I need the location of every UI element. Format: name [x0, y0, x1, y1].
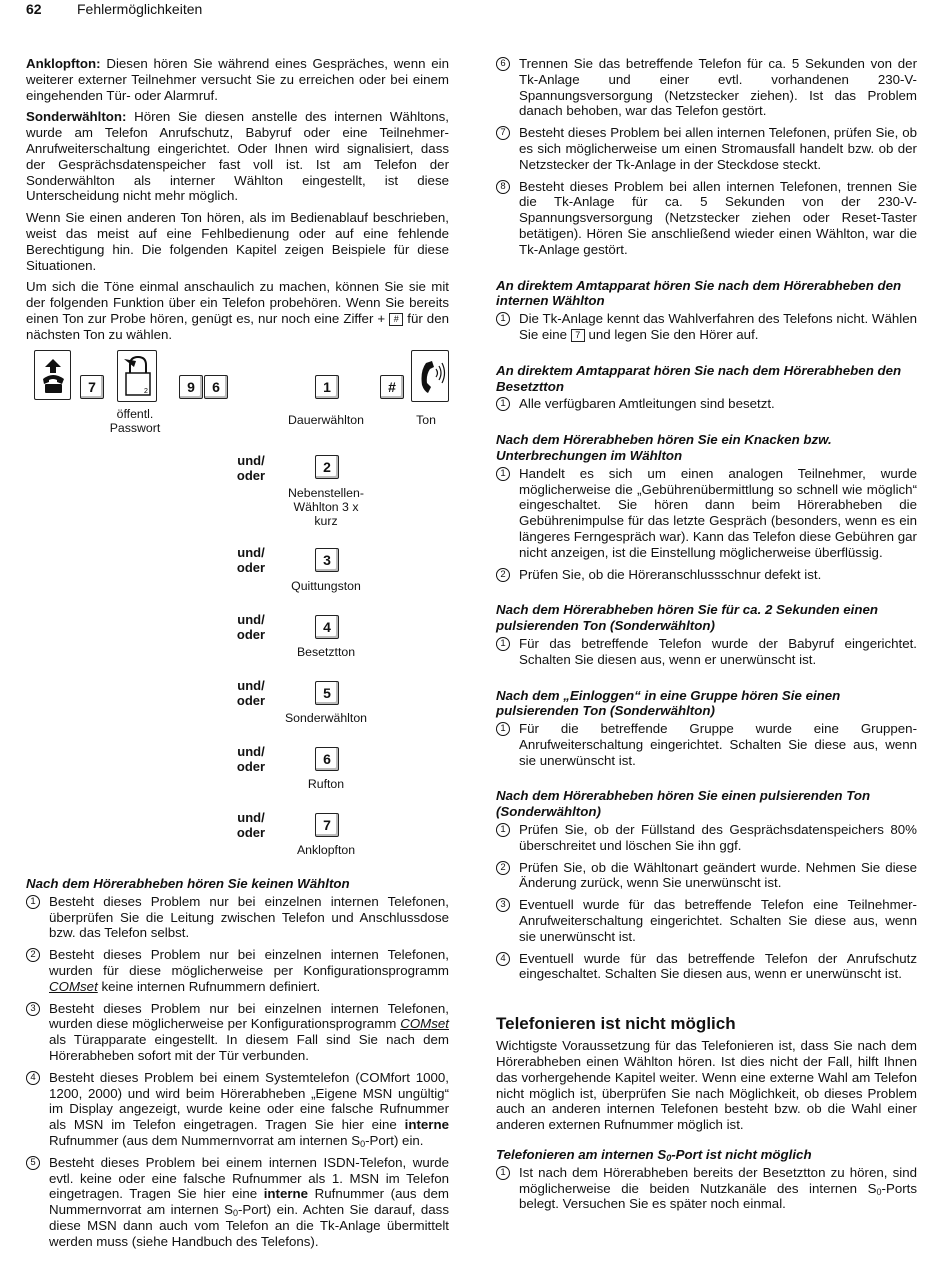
list-item: 6 Trennen Sie das betreffende Telefon für ca. 5 Sekunden von der Tk-Anlage und einer evtl. vorhandenen 230-V-Spannungsversorgung (Netzstecker ziehen). Ist das Problem danach behoben, war das Telefon gestört. [496, 56, 917, 119]
term-anklopfton: Anklopfton: [26, 56, 101, 71]
list-item: 1 Für das betreffende Telefon wurde der Babyruf eingerichtet. Schalten Sie diesen aus, wenn er unerwünscht ist. [496, 636, 917, 668]
label-dauerwaehlton: Dauerwählton [288, 413, 364, 427]
section-title-s0-port: Telefonieren am internen $S_0$-Port ist nicht möglich [496, 1147, 812, 1164]
label-ton: Ton [416, 413, 436, 427]
circled-number: 1 [496, 312, 510, 326]
key-hash: # [380, 375, 404, 399]
key-2: 2 [315, 455, 339, 479]
key-4: 4 [315, 615, 339, 639]
right-column [496, 56, 917, 1218]
left-column [26, 56, 449, 349]
list-item: 2 Besteht dieses Problem nur bei einzelnen internen Telefonen, wurden für diese möglicherweise per Konfigurationsprogramm COMset keine internen Rufnummern definiert. [26, 947, 449, 994]
list-item: 1 Für die betreffende Gruppe wurde eine Gruppen-Anrufweiterschaltung eingerichtet. Schalten Sie diese aus, wenn sie unerwünscht ist. [496, 721, 917, 768]
list-item: 3 Besteht dieses Problem nur bei einzelnen internen Telefonen, wurden diese möglicherweise per Konfigurationsprogramm COMset als Türapparate eingestellt. In diesem Fall sind Sie nach dem Hörerabheben sofort mit der Tür verbunden. [26, 1001, 449, 1064]
circled-number: 2 [26, 948, 40, 962]
comset-term: COMset [400, 1016, 449, 1032]
list-item: 8 Besteht dieses Problem bei allen internen Telefonen, trennen Sie die Tk-Anlage für ca. 5 Sekunden von der 230-V-Spannungsversorgung (Netzstecker ziehen oder Reset-Taster betätigen). Hören Sie anschließend wieder einen Wählton, war die Tk-Anlage gestört. [496, 179, 917, 258]
circled-number: 4 [496, 952, 510, 966]
left-column-lower [26, 876, 449, 1256]
heading-telefonieren: Telefonieren ist nicht möglich [496, 1014, 736, 1034]
page-header [26, 2, 926, 24]
key-6: 6 [315, 747, 339, 771]
label-anklopfton: Anklopfton [296, 843, 356, 857]
list-item: 3 Eventuell wurde für das betreffende Telefon eine Teilnehmer-Anrufweiterschaltung eingerichtet. Schalten Sie diese aus, wenn sie unerwünscht ist. [496, 897, 917, 944]
circled-number: 1 [496, 467, 510, 481]
list-item: 4 Besteht dieses Problem bei einem Systemtelefon (COMfort 1000, 1200, 2000) und wird beim Hörerabheben „Eigene MSN ungültig“ im Display angezeigt, wurde keine oder eine falsche Rufnummer als MSN im Telefon eingetragen. Tragen Sie hier eine interne Rufnummer (aus dem Nummernvorrat am internen $S_0-Port$) ein. [26, 1070, 449, 1149]
list-item: 2 Prüfen Sie, ob die Höreranschlussschnur defekt ist. [496, 567, 917, 583]
circled-number: 3 [26, 1002, 40, 1016]
circled-number: 2 [496, 568, 510, 582]
phone-icon [34, 350, 71, 400]
key-7-anklopf: 7 [315, 813, 339, 837]
ringing-phone-icon [411, 350, 449, 402]
key-7-icon: 7 [571, 329, 585, 342]
section-title-knacken: Nach dem Hörerabheben hören Sie ein Knacken bzw. Unterbrechungen im Wählton [496, 432, 832, 463]
section-title-interner-waehlton: An direktem Amtapparat hören Sie nach dem Hörerabheben den internen Wählton [496, 277, 902, 309]
key-1: 1 [315, 375, 339, 399]
key-7: 7 [80, 375, 104, 399]
section-title-einloggen: Nach dem „Einloggen“ in eine Gruppe hören Sie einen pulsierenden Ton (Sonderwählton) [496, 687, 841, 719]
paragraph-sonderwaehlton: Sonderwählton: Hören Sie diesen anstelle des internen Wähltons, wurde am Telefon Anrufschutz, Babyruf oder eine Teilnehmer-Anrufweiterschaltung eingerichtet. Oder Ihnen wird signalisiert, dass der Gesprächsdatenspeicher fast voll ist. Ist am Telefon der Sonderwählton als interner Wählton eingestellt, ist diese Unterscheidung nicht mehr möglich. [26, 109, 449, 204]
key-9: 9 [179, 375, 203, 399]
und-oder-label: und/ oder [236, 612, 266, 642]
paragraph-other-tone: Wenn Sie einen anderen Ton hören, als im Bedienablauf beschrieben, weist das meist auf eine Fehlbedienung oder auf eine fehlende Berechtigung hin. Die folgenden Kapitel zeigen Beispiele für diese Situationen. [26, 210, 449, 273]
paragraph-telefonieren: Wichtigste Voraussetzung für das Telefonieren ist, dass Sie nach dem Hörerabheben einen Wählton hören. Ist dies nicht der Fall, hilft Ihnen das vorhergehende Kapitel weiter. Wenn eine externe Wahl am Telefon nicht möglich ist, überprüfen Sie nach Möglichkeit, ob dieses Problem auch an anderen internen Telefonen besteht bzw. ob die Wahl einer anderen externen Rufnummer möglich ist. [496, 1038, 917, 1133]
circled-number: 3 [496, 898, 510, 912]
term-sonderwaehlton: Sonderwählton: [26, 109, 127, 125]
label-rufton: Rufton [307, 777, 345, 791]
circled-number: 1 [496, 637, 510, 651]
circled-number: 7 [496, 126, 510, 140]
circled-number: 1 [496, 397, 510, 411]
page-header-title: Fehlermöglichkeiten [77, 1, 203, 17]
label-quittungston: Quittungston [291, 579, 361, 593]
list-item: 1 Die Tk-Anlage kennt das Wahlverfahren des Telefons nicht. Wählen Sie eine 7 und legen Sie den Hörer auf. [496, 311, 917, 343]
circled-number: 2 [496, 861, 510, 875]
section-title-pulsierend: Nach dem Hörerabheben hören Sie einen pulsierenden Ton (Sonderwählton) [496, 788, 871, 820]
list-item: 4 Eventuell wurde für das betreffende Telefon der Anrufschutz eingeschaltet. Schalten Sie diesen aus, wenn er unerwünscht ist. [496, 951, 917, 983]
section-title-kein-waehlton: Nach dem Hörerabheben hören Sie keinen Wählton [26, 876, 350, 891]
svg-text:2: 2 [144, 388, 148, 395]
page-number: 62 [26, 1, 42, 17]
circled-number: 1 [496, 1166, 510, 1180]
und-oder-label: und/ oder [236, 810, 266, 840]
circled-number: 6 [496, 57, 510, 71]
tone-test-diagram [26, 345, 456, 865]
list-item: 1 Alle verfügbaren Amtleitungen sind besetzt. [496, 396, 917, 412]
circled-number: 1 [496, 823, 510, 837]
circled-number: 1 [496, 722, 510, 736]
key-5: 5 [315, 681, 339, 705]
circled-number: 1 [26, 895, 40, 909]
section-title-besetztton: An direktem Amtapparat hören Sie nach dem Hörerabheben den Besetztton [496, 362, 902, 394]
list-item: 1 Besteht dieses Problem nur bei einzelnen internen Telefonen, überprüfen Sie die Leitung zwischen Telefon und Anschlussdose bzw. das Telefon selbst. [26, 894, 449, 941]
circled-number: 4 [26, 1071, 40, 1085]
list-item: 7 Besteht dieses Problem bei allen internen Telefonen, prüfen Sie, ob es sich möglicherweise um einen Stromausfall handelt bzw. ob der Netzstecker der Tk-Anlage in der Steckdose steckt. [496, 125, 917, 172]
comset-term: COMset [49, 978, 98, 994]
lock-icon [117, 350, 157, 402]
list-item: 2 Prüfen Sie, ob die Wähltonart geändert wurde. Nehmen Sie diese Änderung zurück, wenn Sie unerwünscht ist. [496, 860, 917, 892]
paragraph-test-tones: Um sich die Töne einmal anschaulich zu machen, können Sie sie mit der folgenden Funktion über ein Telefon probehören. Wenn Sie bereits einen Ton zur Probe hören, genügt es, nur noch eine Ziffer + # für den nächsten Ton zu wählen. [26, 279, 449, 342]
paragraph-anklopfton: Anklopfton: Diesen hören Sie während eines Gespräches, wenn ein weiterer externer Teilnehmer versucht Sie zu erreichen oder bei einem eingehenden Tür- oder Alarmruf. [26, 56, 449, 103]
label-passwort: öffentl. Passwort [109, 407, 161, 435]
list-item: 1 Ist nach dem Hörerabheben bereits der Besetztton zu hören, sind möglicherweise die beiden Nutzkanäle des internen $S_0$-Ports belegt. Versuchen Sie es später noch einmal. [496, 1165, 917, 1212]
hash-key-icon: # [389, 313, 403, 326]
list-item: 1 Handelt es sich um einen analogen Teilnehmer, wurde möglicherweise die „Gebührenübermittlung so schnell wie möglich“ eingeschaltet. Sie hören dann beim Hörerabheben die Gebührenimpulse für das letzte Gespräch (besonders, wenn es ein längeres Ferngespräch war). Kann das Telefon diese Gebühren gar nicht anzeigen, ist die Einstellung möglicherweise überflüssig. [496, 466, 917, 561]
key-6-prefix: 6 [204, 375, 228, 399]
list-item: 5 Besteht dieses Problem bei einem internen ISDN-Telefon, wurde evtl. keine oder eine falsche Rufnummer als 1. MSN im Telefon eingetragen. Tragen Sie hier eine interne Rufnummer (aus dem Nummernvorrat am internen $S_0-Port$) ein. Achten Sie darauf, dass diese MSN dann auch vom Telefon an die Tk-Anlage übermittelt werden muss (siehe Handbuch des Telefons). [26, 1155, 449, 1250]
circled-number: 5 [26, 1156, 40, 1170]
key-3: 3 [315, 548, 339, 572]
label-besetztton: Besetztton [296, 645, 356, 659]
section-title-2-sekunden: Nach dem Hörerabheben hören Sie für ca. 2 Sekunden einen pulsierenden Ton (Sonderwählton) [496, 602, 879, 634]
label-sonderwaehlton: Sonderwählton [284, 711, 368, 725]
und-oder-label: und/ oder [236, 453, 266, 483]
list-item: 1 Prüfen Sie, ob der Füllstand des Gesprächsdatenspeichers 80% überschreitet und löschen Sie ihn ggf. [496, 822, 917, 854]
label-nebenstellen: Nebenstellen-Wählton 3 x kurz [288, 486, 364, 528]
und-oder-label: und/ oder [236, 744, 266, 774]
und-oder-label: und/ oder [236, 678, 266, 708]
circled-number: 8 [496, 180, 510, 194]
und-oder-label: und/ oder [236, 545, 266, 575]
